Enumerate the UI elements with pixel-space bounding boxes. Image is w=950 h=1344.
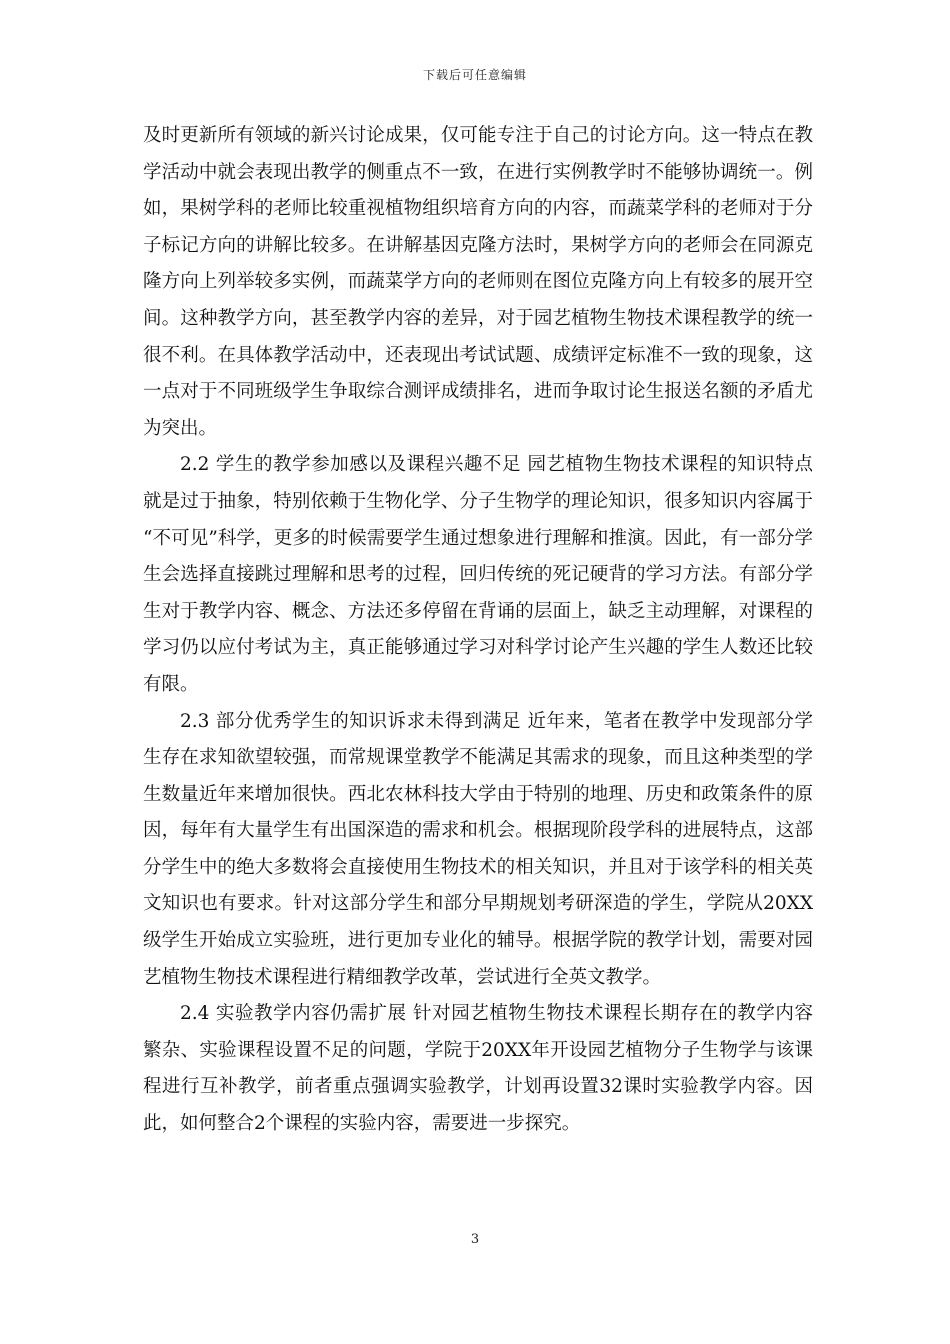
paragraph-section-2-2: 2.2 学生的教学参加感以及课程兴趣不足 园艺植物生物技术课程的知识特点就是过于抽象，特别依赖于生物化学、分子生物学的理论知识，很多知识内容属于“不可见”科学，更多的时候需要学生通过想象进行理解和推演。因此，有一部分学生会选择直接跳过理解和思考的过程，回归传统的死记硬背的学习方法。有部分学生对于教学内容、概念、方法还多停留在背诵的层面上，缺乏主动理解，对课程的学习仍以应付考试为主，真正能够通过学习对科学讨论产生兴趣的学生人数还比较有限。 [143, 454, 813, 695]
page-number: 3 [470, 1232, 480, 1247]
paragraph-section-2-4: 2.4 实验教学内容仍需扩展 针对园艺植物生物技术课程长期存在的教学内容繁杂、实验课程设置不足的问题，学院于20XX年开设园艺植物分子生物学与该课程进行互补教学，前者重点强调实验教学，计划再设置32课时实验教学内容。因此，如何整合2个课程的实验内容，需要进一步探究。 [143, 1003, 813, 1135]
page-header: 下载后可任意编辑 [422, 68, 527, 82]
body-text [143, 118, 813, 1143]
paragraph-continuation: 及时更新所有领域的新兴讨论成果，仅可能专注于自己的讨论方向。这一特点在教学活动中就会表现出教学的侧重点不一致，在进行实例教学时不能够协调统一。例如，果树学科的老师比较重视植物组织培育方向的内容，而蔬菜学科的老师对于分子标记方向的讲解比较多。在讲解基因克隆方法时，果树学方向的老师会在同源克隆方向上列举较多实例，而蔬菜学方向的老师则在图位克隆方向上有较多的展开空间。这种教学方向，甚至教学内容的差异，对于园艺植物生物技术课程教学的统一很不利。在具体教学活动中，还表现出考试试题、成绩评定标准不一致的现象，这一点对于不同班级学生争取综合测评成绩排名，进而争取讨论生报送名额的矛盾尤为突出。 [143, 125, 813, 439]
paragraph-section-2-3: 2.3 部分优秀学生的知识诉求未得到满足 近年来，笔者在教学中发现部分学生存在求知欲望较强，而常规课堂教学不能满足其需求的现象，而且这种类型的学生数量近年来增加很快。西北农林科技大学由于特别的地理、历史和政策条件的原因，每年有大量学生有出国深造的需求和机会。根据现阶段学科的进展特点，这部分学生中的绝大多数将会直接使用生物技术的相关知识，并且对于该学科的相关英文知识也有要求。针对这部分学生和部分早期规划考研深造的学生，学院从20XX级学生开始成立实验班，进行更加专业化的辅导。根据学院的教学计划，需要对园艺植物生物技术课程进行精细教学改革，尝试进行全英文教学。 [143, 710, 813, 988]
